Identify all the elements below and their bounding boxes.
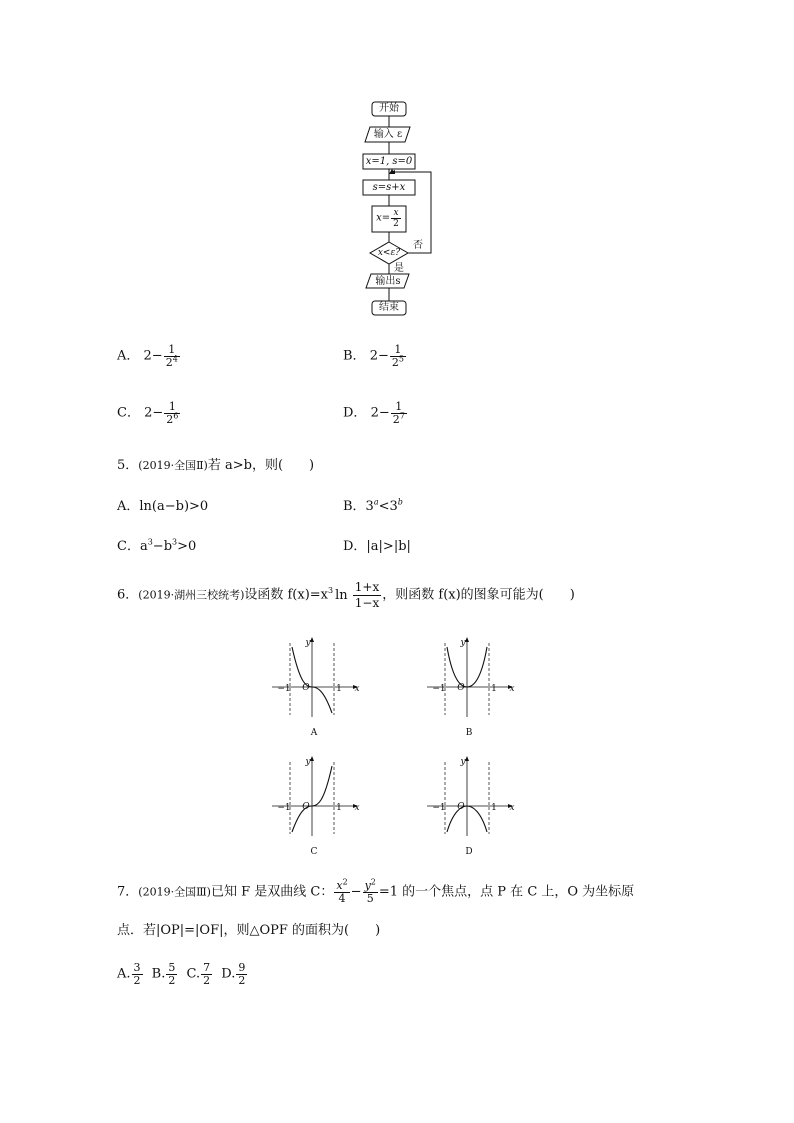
q7-option-d-letter: D. xyxy=(221,966,236,982)
q5-option-b-mid: <3 xyxy=(378,499,398,514)
graph-b-y-label: y xyxy=(460,638,466,648)
q4-option-c[interactable] xyxy=(117,401,181,426)
q7-x-num: x xyxy=(336,879,343,892)
q7-options xyxy=(117,962,248,987)
q4-option-a-base: 2− xyxy=(143,348,163,364)
q7-option-d-den: 2 xyxy=(238,974,246,987)
graph-c-x-label: x xyxy=(354,803,360,813)
graph-c-one-label: 1 xyxy=(336,803,342,813)
q6-source: (2019·湖州三校统考) xyxy=(138,588,245,602)
q4-option-c-den xyxy=(164,411,180,426)
q4-option-b-letter: B． xyxy=(343,348,366,364)
q7-x-frac xyxy=(334,877,349,905)
flow-start-label: 开始 xyxy=(379,103,399,114)
q7-option-a-frac xyxy=(132,962,143,987)
q4-option-d[interactable] xyxy=(343,401,408,426)
graph-b-x-label: x xyxy=(509,684,515,694)
q4-option-d-exp: 7 xyxy=(399,411,405,421)
q7-stem-line2: 点．若|OP|=|OF|，则△OPF 的面积为( ) xyxy=(117,923,381,938)
graph-a-origin-label: O xyxy=(302,683,310,693)
graph-a-y-label: y xyxy=(305,638,311,648)
q4-option-c-base: 2− xyxy=(144,405,164,421)
graph-b-neg-one-label: −1 xyxy=(432,684,446,694)
q4-option-c-exp: 6 xyxy=(173,411,179,421)
q7-source: (2019·全国Ⅲ) xyxy=(138,885,211,899)
q7-y-num: y xyxy=(364,879,371,892)
flow-update-x-den: 2 xyxy=(393,219,399,229)
graph-a-one-label: 1 xyxy=(336,684,342,694)
q7-option-c-num: 7 xyxy=(203,961,211,974)
q7-option-d-num: 9 xyxy=(238,961,246,974)
q7-stem-pre: 已知 F 是双曲线 C： xyxy=(210,884,334,900)
q6-stem-ln: ln xyxy=(335,587,348,603)
q7-option-a[interactable] xyxy=(117,961,144,987)
q4-option-a[interactable] xyxy=(117,344,181,369)
graph-d-caption: D xyxy=(465,847,473,857)
graph-a-caption: A xyxy=(310,728,318,738)
q5-option-c-pre: C．a xyxy=(117,539,148,554)
q6-stem-exp: 3 xyxy=(328,586,334,595)
q7-option-b-letter: B. xyxy=(151,966,166,982)
q6-number: 6． xyxy=(117,587,139,603)
flow-condition-label: x<ε? xyxy=(377,248,401,258)
q7-number: 7． xyxy=(117,884,139,900)
q5-option-b-pre: B．3 xyxy=(343,499,374,514)
q7-x-den: 4 xyxy=(338,892,346,905)
q6-stem-post: ，则函数 f(x)的图象可能为( ) xyxy=(382,587,575,603)
graph-a-neg-one-label: −1 xyxy=(277,684,291,694)
graph-b-origin-label: O xyxy=(457,683,465,693)
graph-a-y-arrow xyxy=(310,637,314,642)
graph-d-x-label: x xyxy=(509,803,515,813)
graph-c-neg-one-label: −1 xyxy=(277,803,291,813)
q4-option-b-frac xyxy=(390,344,406,369)
q7-y-exp: 2 xyxy=(370,877,376,887)
graph-b-one-label: 1 xyxy=(491,684,497,694)
q6-graphs xyxy=(260,625,530,865)
q4-option-c-den-base: 2 xyxy=(166,413,174,426)
q5-source: (2019·全国Ⅱ) xyxy=(138,459,208,472)
q7-option-d[interactable] xyxy=(221,961,248,987)
q7-option-b-den: 2 xyxy=(168,974,176,987)
flow-update-s-label: s=s+x xyxy=(372,182,406,193)
q7-option-b-num: 5 xyxy=(168,961,176,974)
q7-option-c-den: 2 xyxy=(203,974,211,987)
q5-option-a[interactable]: A．ln(a−b)>0 xyxy=(117,499,209,514)
graph-c-y-arrow xyxy=(310,756,314,761)
q4-option-a-frac xyxy=(164,344,180,369)
q4-option-b-base: 2− xyxy=(369,348,389,364)
q4-option-a-exp: 4 xyxy=(172,354,178,364)
q4-option-b-exp: 5 xyxy=(398,354,404,364)
q5-option-b-exp1: a xyxy=(373,497,379,507)
graph-d-one-label: 1 xyxy=(491,803,497,813)
q4-option-b-num: 1 xyxy=(390,344,406,357)
q6-stem xyxy=(117,580,575,611)
graph-d-neg-one-label: −1 xyxy=(432,803,446,813)
q6-frac xyxy=(353,580,381,611)
flow-no-label: 否 xyxy=(413,240,423,251)
q5-number: 5． xyxy=(117,458,139,473)
q7-option-a-den: 2 xyxy=(133,974,141,987)
q7-y-den: 5 xyxy=(366,892,374,905)
q5-option-c[interactable] xyxy=(117,539,196,555)
q4-option-b-den-base: 2 xyxy=(391,356,399,369)
q4-option-c-letter: C． xyxy=(117,405,140,421)
q7-stem-line1 xyxy=(117,877,635,905)
q5-stem-text: 若 a>b，则( ) xyxy=(207,458,315,473)
q4-option-b-den xyxy=(390,354,406,369)
q5-option-d[interactable]: D．|a|>|b| xyxy=(343,539,411,554)
q7-option-b[interactable] xyxy=(151,961,179,987)
graph-c-origin-label: O xyxy=(302,802,310,812)
flow-yes-label: 是 xyxy=(394,263,404,274)
q4-option-c-num: 1 xyxy=(164,401,180,414)
q4-option-d-den xyxy=(391,411,407,426)
graph-d-y-label: y xyxy=(460,757,466,767)
q4-option-a-num: 1 xyxy=(164,344,180,357)
q4-option-b[interactable] xyxy=(343,344,407,369)
q4-option-a-den xyxy=(164,354,180,369)
q5-option-c-mid: −b xyxy=(152,539,173,554)
graph-d-y-arrow xyxy=(465,756,469,761)
q7-x-exp: 2 xyxy=(342,877,348,887)
q7-option-b-frac xyxy=(166,962,177,987)
flow-update-x-num: x xyxy=(391,208,401,219)
q5-option-c-post: >0 xyxy=(177,539,197,554)
q4-option-d-num: 1 xyxy=(391,401,407,414)
q6-frac-den: 1−x xyxy=(354,596,380,610)
q5-option-b-exp2: b xyxy=(397,497,403,507)
flow-end-label: 结束 xyxy=(379,302,399,313)
graph-a-x-label: x xyxy=(354,684,360,694)
q4-option-a-letter: A． xyxy=(117,348,140,364)
q7-option-c-frac xyxy=(201,962,212,987)
q5-option-b[interactable] xyxy=(343,499,403,515)
q7-minus: − xyxy=(350,884,362,900)
q6-stem-pre: 设函数 f(x)=x xyxy=(244,587,329,603)
graph-b-caption: B xyxy=(465,728,473,738)
q4-option-a-den-base: 2 xyxy=(165,356,173,369)
flow-input-label: 输入 ε xyxy=(373,129,403,140)
q7-option-c[interactable] xyxy=(186,961,214,987)
graph-c-y-label: y xyxy=(305,757,311,767)
flow-update-x-frac xyxy=(391,208,401,229)
q4-option-d-base: 2− xyxy=(370,405,390,421)
q6-frac-num: 1+x xyxy=(354,580,380,594)
q5-option-c-exp2: 3 xyxy=(172,537,178,547)
q7-y-frac xyxy=(363,877,378,905)
flow-init-label: x=1, s=0 xyxy=(365,156,413,167)
q7-option-d-frac xyxy=(236,962,247,987)
q4-option-c-frac xyxy=(164,401,180,426)
q4-option-d-frac xyxy=(391,401,407,426)
q7-stem-post: =1 的一个焦点，点 P 在 C 上，O 为坐标原 xyxy=(378,884,635,900)
graph-c-caption: C xyxy=(310,847,318,857)
graph-b-y-arrow xyxy=(465,637,469,642)
q4-option-d-letter: D． xyxy=(343,405,367,421)
q7-option-a-letter: A. xyxy=(117,966,131,982)
q5-option-c-exp1: 3 xyxy=(147,537,153,547)
flow-output-label: 输出s xyxy=(375,276,401,287)
q5-stem xyxy=(117,458,314,474)
flow-update-x xyxy=(372,208,406,229)
q7-option-a-num: 3 xyxy=(133,961,141,974)
q7-option-c-letter: C. xyxy=(186,966,201,982)
flow-update-x-lhs: x= xyxy=(376,212,391,224)
graph-d-origin-label: O xyxy=(457,802,465,812)
q4-option-d-den-base: 2 xyxy=(392,413,400,426)
